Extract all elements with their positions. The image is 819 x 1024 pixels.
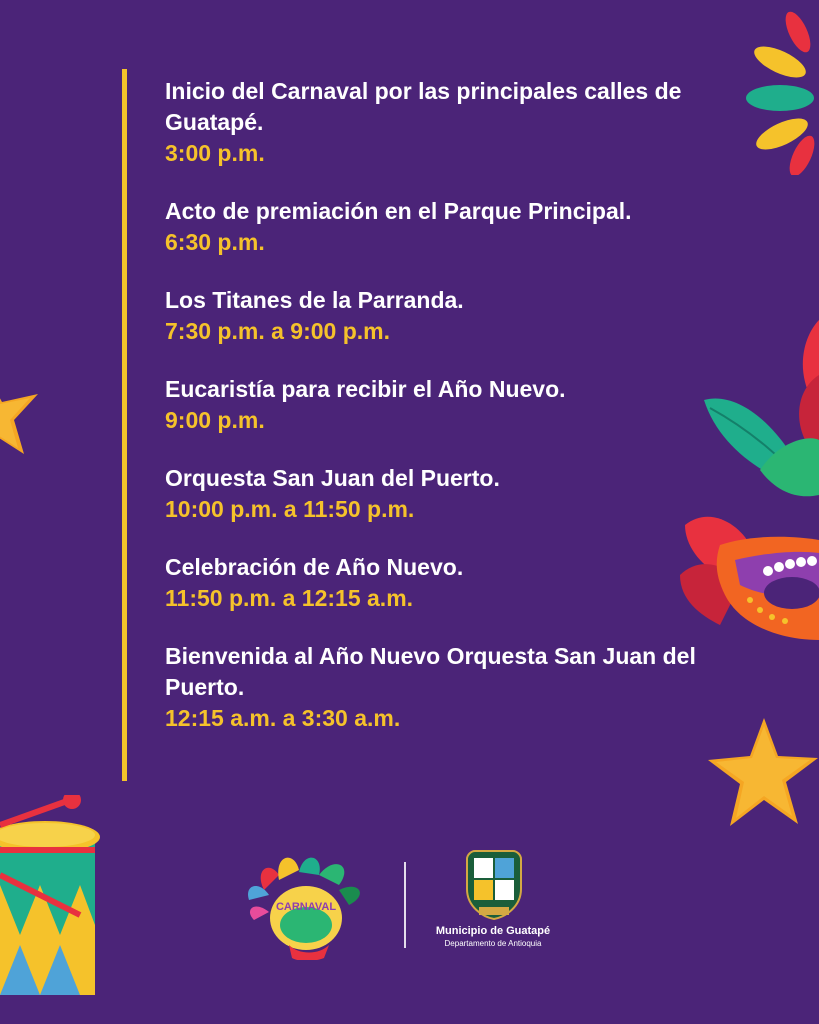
event-item (165, 374, 745, 436)
event-title: Eucaristía para recibir el Año Nuevo. (165, 376, 566, 402)
event-item (165, 552, 745, 614)
flower-icon (740, 10, 819, 175)
drum-icon (0, 795, 100, 1005)
carnaval-logo-text: CARNAVAL (275, 901, 337, 913)
event-title: Orquesta San Juan del Puerto. (165, 465, 500, 491)
department-name: Departamento de Antioquia (444, 939, 542, 948)
event-item (165, 196, 745, 258)
event-title: Acto de premiación en el Parque Principal. (165, 198, 632, 224)
event-time: 3:00 p.m. (165, 140, 265, 166)
carnaval-logo (244, 850, 370, 960)
event-title: Inicio del Carnaval por las principales calles de Guatapé. (165, 78, 682, 135)
coat-of-arms-icon (465, 849, 523, 921)
event-time: 7:30 p.m. a 9:00 p.m. (165, 318, 390, 344)
event-item (165, 285, 745, 347)
timeline-bar (122, 69, 127, 781)
footer-divider (404, 862, 406, 948)
event-time: 6:30 p.m. (165, 229, 265, 255)
event-item (165, 76, 745, 169)
municipality-name: Municipio de Guatapé (435, 925, 551, 937)
event-schedule (165, 76, 745, 761)
event-title: Los Titanes de la Parranda. (165, 287, 464, 313)
event-title: Bienvenida al Año Nuevo Orquesta San Juan del Puerto. (165, 643, 696, 700)
event-title: Celebración de Año Nuevo. (165, 554, 464, 580)
event-item (165, 463, 745, 525)
event-time: 11:50 p.m. a 12:15 a.m. (165, 585, 414, 611)
star-icon (0, 380, 40, 460)
event-time: 9:00 p.m. (165, 407, 265, 433)
event-time: 10:00 p.m. a 11:50 p.m. (165, 496, 415, 522)
event-time: 12:15 a.m. a 3:30 a.m. (165, 705, 401, 731)
event-item (165, 641, 745, 734)
